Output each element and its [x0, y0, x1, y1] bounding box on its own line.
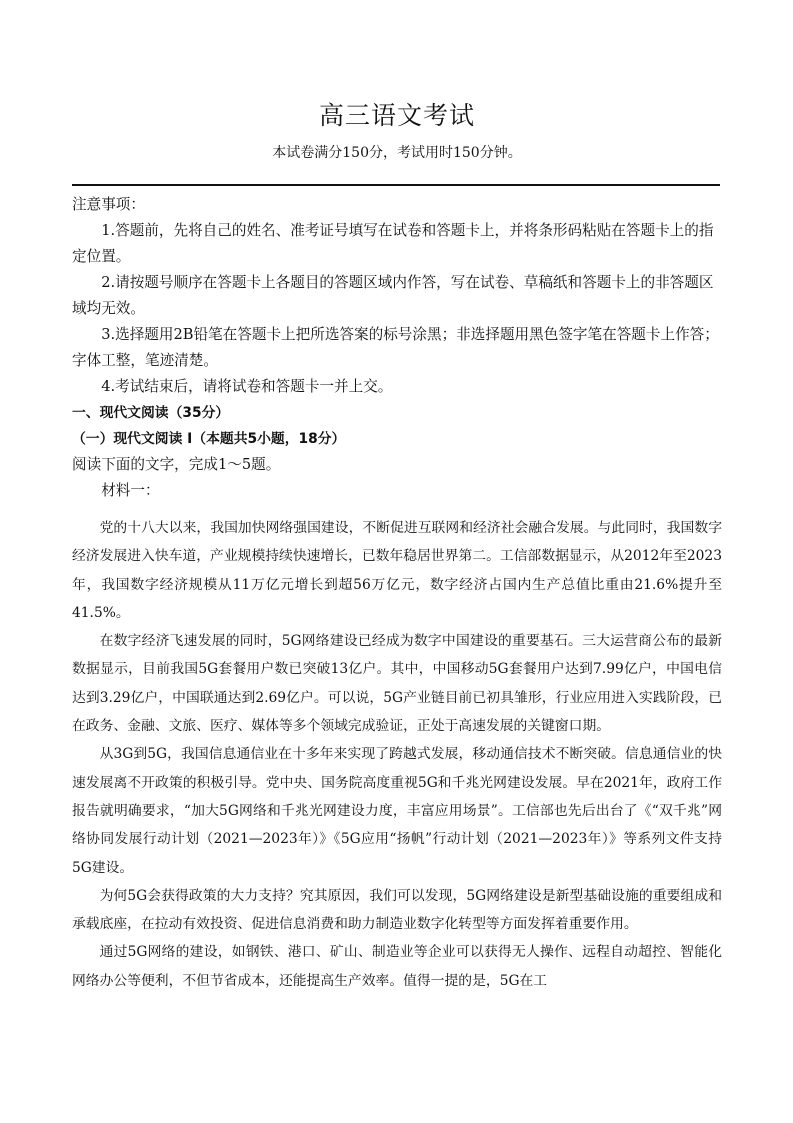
- notes-heading: 注意事项：: [72, 196, 145, 213]
- material-paragraph-3: 从3G到5G，我国信息通信业在十多年来实现了跨越式发展，移动通信技术不断突破。信息通信业的快速发展离不开政策的积极引导。党中央、国务院高度重视5G和千兆光网建设发展。早在2021年，政府工作报告就明确要求，“加大5G网络和千兆光网建设力度，丰富应用场景”。工信部也先后出台了《“双千兆”网络协同发展行动计划（2021—2023年）》《5G应用“扬帆”行动计划（2021—2023年）》等系列文件支持5G建设。: [72, 746, 722, 876]
- exam-title: 高三语文考试: [318, 101, 475, 130]
- reading-instruction: 阅读下面的文字，完成1～5题。: [72, 456, 281, 473]
- material-paragraph-5: 通过5G网络的建设，如钢铁、港口、矿山、制造业等企业可以获得无人操作、远程自动超控、智能化网络办公等便利，不但节省成本，还能提高生产效率。值得一提的是，5G在工: [72, 944, 722, 989]
- material-paragraph-2: 在数字经济飞速发展的同时，5G网络建设已经成为数字中国建设的重要基石。三大运营商公布的最新数据显示，目前我国5G套餐用户数已突破13亿户。其中，中国移动5G套餐用户达到7.99亿户，中国电信达到3.29亿户，中国联通达到2.69亿户。可以说，5G产业链目前已初具雏形，行业应用进入实践阶段，已在政务、金融、文旅、医疗、媒体等多个领域完成验证，正处于高速发展的关键窗口期。: [72, 633, 722, 735]
- part-heading: （一）现代文阅读 I（本题共5小题，18分）: [72, 431, 346, 447]
- material-text: [72, 514, 722, 995]
- notes-item-1: 1.答题前，先将自己的姓名、准考证号填写在试卷和答题卡上，并将条形码粘贴在答题卡上的指定位置。: [72, 222, 714, 265]
- exam-subtitle: 本试卷满分150分，考试用时150分钟。: [272, 145, 522, 161]
- header-divider: [72, 184, 720, 186]
- notes-section: [72, 192, 722, 504]
- notes-item-3: 3.选择题用2B铅笔在答题卡上把所选答案的标号涂黑；非选择题用黑色签字笔在答题卡上作答；字体工整，笔迹清楚。: [72, 326, 719, 369]
- material-paragraph-1: 党的十八大以来，我国加快网络强国建设，不断促进互联网和经济社会融合发展。与此同时，我国数字经济发展进入快车道，产业规模持续快速增长，已数年稳居世界第二。工信部数据显示，从2012年至2023年，我国数字经济规模从11万亿元增长到超56万亿元，数字经济占国内生产总值比重由21.6%提升至41.5%。: [72, 520, 722, 621]
- material-label: 材料一：: [101, 482, 160, 499]
- notes-item-2: 2.请按题号顺序在答题卡上各题目的答题区域内作答，写在试卷、草稿纸和答题卡上的非答题区域均无效。: [72, 274, 714, 317]
- material-paragraph-4: 为何5G会获得政策的大力支持？究其原因，我们可以发现，5G网络建设是新型基础设施的重要组成和承载底座，在拉动有效投资、促进信息消费和助力制造业数字化转型等方面发挥着重要作用。: [72, 887, 722, 933]
- section-heading: 一、现代文阅读（35分）: [72, 405, 230, 421]
- notes-item-4: 4.考试结束后，请将试卷和答题卡一并上交。: [101, 378, 393, 395]
